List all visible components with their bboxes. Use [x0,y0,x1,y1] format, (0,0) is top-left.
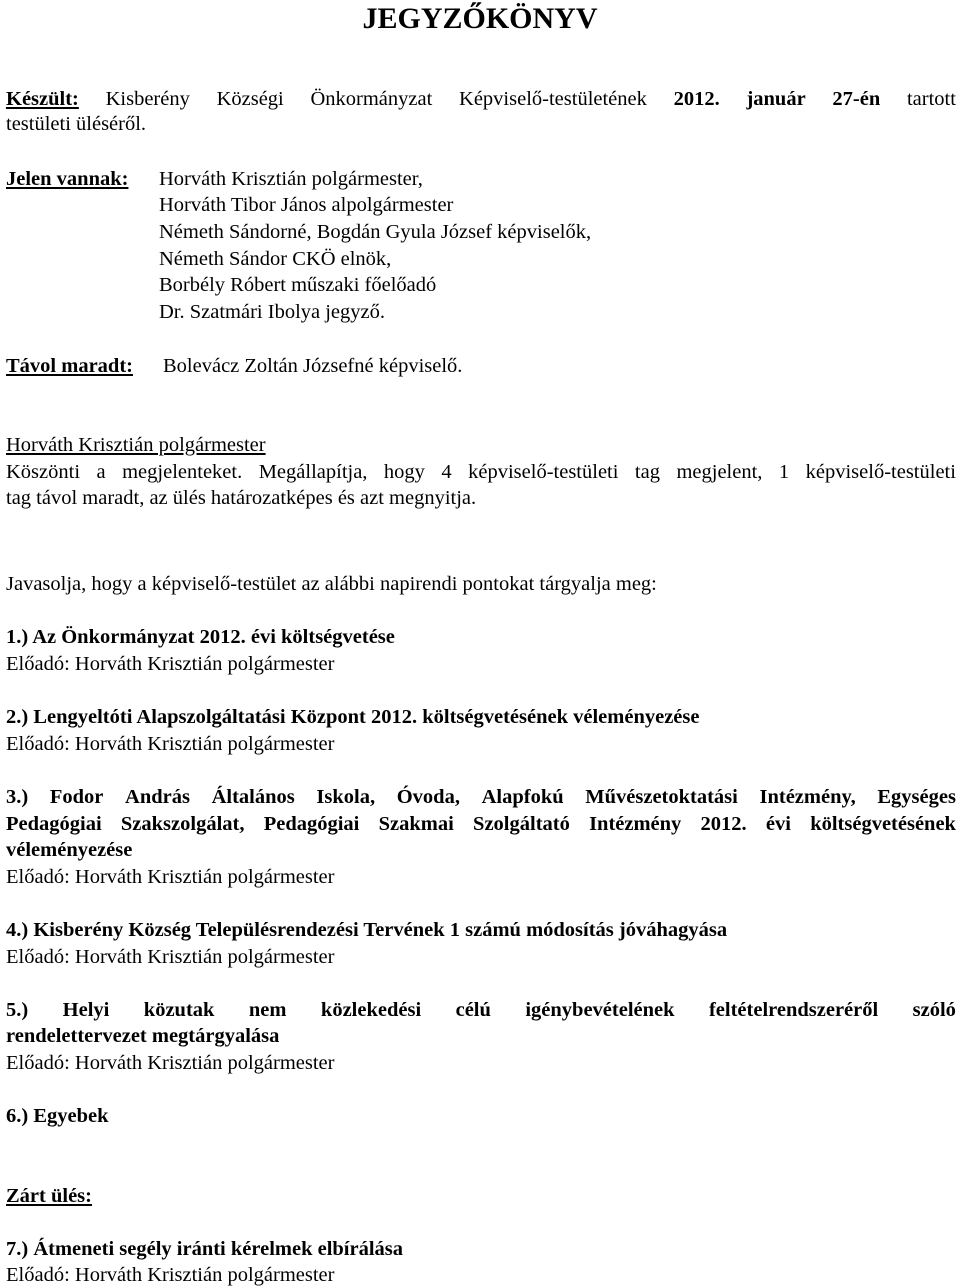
agenda-item-5-line-2: rendelettervezet megtárgyalása [6,1025,280,1047]
agenda-word: igénybevételének [525,999,675,1021]
agenda-item-3-line-3: véleményezése [6,839,133,861]
agenda-item-5-line-1 [6,1000,956,1021]
opening-word: hogy [383,461,425,483]
opening-word: a [96,461,106,483]
agenda-word: Intézmény, [759,786,856,808]
agenda-word: 2012. [700,813,747,835]
closed-session-label: Zárt ülés: [6,1185,92,1207]
keszult-word: tartott [906,88,956,110]
keszult-date: január [746,88,806,110]
keszult-word: Önkormányzat [310,88,433,110]
opening-speaker: Horváth Krisztián polgármester [6,434,266,456]
present-member: Németh Sándor CKÖ elnök, [159,248,392,270]
opening-line-1 [6,462,956,483]
agenda-item-7: 7.) Átmeneti segély iránti kérelmek elbírálása [6,1238,404,1260]
present-member: Borbély Róbert műszaki főelőadó [159,274,437,296]
agenda-word: Pedagógiai [263,813,360,835]
agenda-word: Óvoda, [396,786,460,808]
agenda-item-2: 2.) Lengyeltóti Alapszolgáltatási Központ 2012. költségvetésének véleményezése [6,706,700,728]
agenda-presenter: Előadó: Horváth Krisztián polgármester [6,1264,335,1286]
keszult-line-1 [6,89,956,110]
absent-member: Bolevácz Zoltán Józsefné képviselő. [163,355,463,377]
agenda-presenter: Előadó: Horváth Krisztián polgármester [6,653,335,675]
opening-word: képviselő-testületi [805,461,956,483]
opening-word: tag [634,461,660,483]
opening-proposal: Javasolja, hogy a képviselő-testület az alábbi napirendi pontokat tárgyalja meg: [6,573,657,595]
agenda-item-6: 6.) Egyebek [6,1105,109,1127]
keszult-word: Kisberény [105,88,190,110]
present-label: Jelen vannak: [6,168,129,190]
opening-line-2: tag távol maradt, az ülés határozatképes és azt megnyitja. [6,487,477,509]
absent-label: Távol maradt: [6,355,133,377]
agenda-word: évi [765,813,791,835]
opening-word: 4 [441,461,452,483]
opening-word: képviselő-testületi [468,461,619,483]
keszult-label: Készült: [6,88,79,110]
agenda-word: Egységes [877,786,956,808]
agenda-presenter: Előadó: Horváth Krisztián polgármester [6,866,335,888]
document-title: JEGYZŐKÖNYV [362,2,598,35]
agenda-word: Alapfokú [481,786,564,808]
agenda-item-1: 1.) Az Önkormányzat 2012. évi költségvetése [6,626,395,648]
agenda-word: nem [248,999,287,1021]
agenda-word: Művészetoktatási [585,786,738,808]
agenda-presenter: Előadó: Horváth Krisztián polgármester [6,733,335,755]
keszult-word: Képviselő-testületének [459,88,647,110]
opening-word: megjelenteket. [122,461,243,483]
agenda-word: Szakszolgálat, [120,813,245,835]
agenda-word: feltételrendszeréről [708,999,879,1021]
agenda-word: Intézmény [589,813,682,835]
keszult-line-2: testületi üléséről. [6,113,147,135]
keszult-word: Községi [216,88,284,110]
agenda-item-3-line-2 [6,814,956,835]
agenda-presenter: Előadó: Horváth Krisztián polgármester [6,946,335,968]
agenda-word: Iskola, [316,786,376,808]
agenda-word: szóló [912,999,956,1021]
present-member: Horváth Krisztián polgármester, [159,168,423,190]
present-member: Dr. Szatmári Ibolya jegyző. [159,301,386,323]
agenda-item-4: 4.) Kisberény Község Településrendezési Tervének 1 számú módosítás jóváhagyása [6,919,728,941]
keszult-date: 27-én [832,88,881,110]
present-member: Németh Sándorné, Bogdán Gyula József képviselők, [159,221,592,243]
opening-word: Megállapítja, [258,461,368,483]
agenda-word: 5.) [6,999,29,1021]
agenda-word: Fodor [49,786,104,808]
agenda-word: Pedagógiai [6,813,102,835]
agenda-word: Helyi [62,999,110,1021]
opening-word: Köszönti [6,461,81,483]
agenda-word: közlekedési [320,999,422,1021]
agenda-word: 3.) [6,786,29,808]
agenda-word: közutak [143,999,215,1021]
agenda-presenter: Előadó: Horváth Krisztián polgármester [6,1052,335,1074]
agenda-item-3-line-1 [6,787,956,808]
agenda-word: András [125,786,190,808]
agenda-word: Általános [211,786,295,808]
agenda-word: Szakmai [378,813,454,835]
present-member: Horváth Tibor János alpolgármester [159,194,454,216]
agenda-word: Szolgáltató [473,813,570,835]
opening-word: megjelent, [676,461,763,483]
agenda-word: költségvetésének [810,813,956,835]
agenda-word: célú [455,999,491,1021]
opening-word: 1 [778,461,790,483]
keszult-date: 2012. [673,88,720,110]
